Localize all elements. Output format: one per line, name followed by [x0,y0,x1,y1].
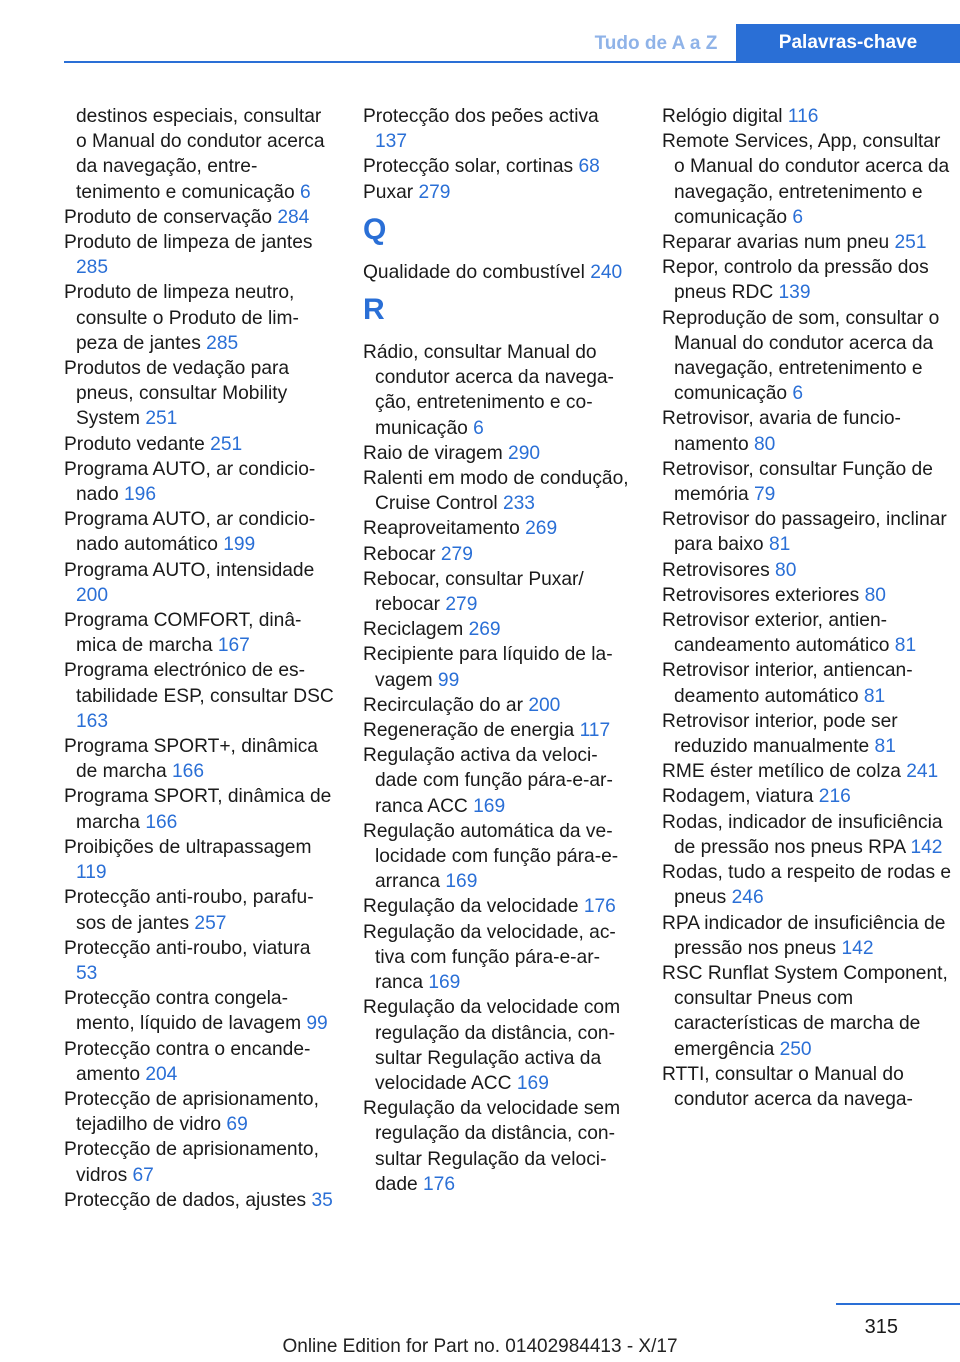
index-letter-heading: Q [363,212,387,246]
index-entry [363,340,633,441]
index-entry-text: Programa AUTO, intensidade [64,559,315,581]
edition-note: Online Edition for Part no. 01402984413 - X/17 [282,1336,678,1357]
page-link[interactable]: 290 [508,442,541,464]
index-entry [662,658,952,708]
page-link[interactable]: 139 [778,282,811,304]
index-entry-text: Retrovisores exteriores [662,584,865,606]
page-link[interactable]: 199 [223,534,256,556]
page-link[interactable]: 251 [210,433,243,455]
index-entry [64,1037,334,1087]
index-entry [64,986,334,1036]
index-entry-text: Protecção dos peões activa [363,106,599,127]
page-link[interactable]: 80 [864,584,886,606]
index-entry-text: Ralenti em modo de condução, Cruise Control [363,468,629,515]
index-entry [64,205,334,230]
index-entry [363,180,633,205]
index-entry [662,860,952,910]
page-link[interactable]: 99 [306,1013,328,1035]
index-entry-text: Reparar avarias num pneu [662,232,895,254]
page-link[interactable]: 68 [578,156,600,178]
page-link[interactable]: 284 [277,206,310,228]
index-entry [662,709,952,759]
page-link[interactable]: 200 [528,694,561,716]
page-link[interactable]: 246 [731,887,764,909]
index-entry-text: Programa AUTO, ar condicionado automático [64,509,316,556]
page-link[interactable]: 163 [76,710,109,732]
index-entry [64,835,334,885]
index-entry [64,558,334,608]
index-entry [662,457,952,507]
index-entry-text: Protecção anti-roubo, viatura [64,937,311,959]
index-entry-text: RTTI, consultar o Manual do condutor acerca da navega- [662,1063,913,1110]
index-entry [363,693,633,718]
page-link[interactable]: 196 [124,484,157,506]
index-entry-text: Recipiente para líquido de lavagem [363,644,613,691]
page-link[interactable]: 35 [311,1189,333,1211]
index-entry-text: Retrovisores [662,559,776,581]
index-entry [662,406,952,456]
page-link[interactable]: 6 [792,383,804,405]
index-entry-text: Produto de conservação [64,206,278,228]
index-entry [64,1137,334,1187]
index-entry-text: Programa COMFORT, dinâmica de marcha [64,610,302,657]
index-entry-text: Rádio, consultar Manual do condutor acerca da navegação, entretenimento e comunicação [363,342,614,439]
index-entry [363,441,633,466]
page-link[interactable]: 81 [768,534,791,556]
index-entry [363,819,633,895]
index-entry [363,542,633,567]
index-entry-text: Programa AUTO, ar condicionado [64,458,316,506]
index-column-1 [64,104,334,1213]
page-link[interactable]: 137 [375,131,408,153]
page-link[interactable]: 176 [583,896,616,918]
page-link[interactable]: 6 [299,181,311,203]
page-link[interactable]: 6 [792,206,804,228]
index-entry-text: Reprodução de som, consultar o Manual do condutor acerca da navegação, entretenimento e comunicação [662,307,940,405]
index-entry [64,356,334,432]
index-entry-text: Protecção de dados, ajustes [64,1189,312,1211]
index-entry-text: Regulação da velocidade, activa com função pára-e-arranca [363,921,616,994]
page-link[interactable]: 116 [787,106,819,127]
index-entry-text: Reaproveitamento [363,518,526,540]
index-entry-text: Retrovisor, consultar Função de memória [662,458,933,506]
index-entry-text: Protecção contra congelamento, líquido de lavagem [64,988,307,1035]
page-link[interactable]: 285 [206,332,239,354]
index-entry-text: Raio de viragem [363,442,509,464]
index-entry [64,658,334,734]
index-entry [662,255,952,305]
index-entry-text: Retrovisor interior, antiencandeamento automático [662,660,913,707]
index-entry-text: Reciclagem [363,619,469,641]
index-entry-text: Qualidade do combustível [363,261,591,283]
index-entry [64,280,334,356]
page-link[interactable]: 169 [516,1072,549,1094]
index-entry [662,1062,952,1112]
index-entry-text: Protecção solar, cortinas [363,156,579,178]
index-entry [363,1096,633,1197]
page-link[interactable]: 279 [418,181,451,203]
page-link[interactable]: 241 [906,761,939,783]
index-entry-text: RME éster metílico de colza [662,761,907,783]
index-entry-text: Rebocar, consultar Puxar/ rebocar [363,568,584,616]
index-entry-text: Puxar [363,181,419,203]
index-entry [64,457,334,507]
index-entry [363,104,633,154]
section-tab[interactable]: Tudo de A a Z [594,33,718,54]
index-entry [64,608,334,658]
index-entry [363,995,633,1096]
page-link[interactable]: 67 [132,1164,154,1186]
index-entry-text: Protecção anti-roubo, parafusos de jantes [64,887,314,934]
index-entry-text: Programa SPORT, dinâmica de marcha [64,786,332,833]
index-entry-text: Rebocar [363,543,441,565]
page-link[interactable]: 142 [910,836,943,858]
index-entry [662,129,952,230]
index-entry-text: Retrovisor, avaria de funcionamento [662,408,901,455]
index-entry [363,617,633,642]
page-link[interactable]: 204 [145,1063,178,1085]
index-entry [363,567,633,617]
index-entry [363,466,633,516]
page-link[interactable]: 279 [440,543,473,565]
index-entry [64,432,334,457]
page-link[interactable]: 169 [428,972,461,994]
page-link[interactable]: 257 [194,912,227,934]
index-entry-text: Produto de limpeza neutro, consulte o Produto de limpeza de jantes [64,282,299,354]
chapter-tab[interactable]: Palavras-chave [736,24,960,62]
index-entry-text: Rodagem, viatura [662,786,819,808]
index-entry-text: Proibições de ultrapassagem [64,836,312,858]
index-entry [662,558,952,583]
index-entry [662,961,952,1062]
index-entry-text: Programa SPORT+, dinâmica de marcha [64,736,318,783]
index-entry-text: Regulação da velocidade [363,896,584,918]
page-link[interactable]: 169 [445,871,478,893]
index-entry-text: Regulação automática da velocidade com função pára-e-arranca [363,820,619,893]
index-entry [64,507,334,557]
page-link[interactable]: 81 [863,685,886,707]
index-entry-text: Recirculação do ar [363,694,529,716]
index-entry-text: Produto vedante [64,433,211,455]
page-link[interactable]: 53 [76,962,98,984]
page-link[interactable]: 6 [473,417,484,439]
index-entry [363,516,633,541]
index-entry [662,784,952,809]
page-link[interactable]: 167 [217,635,250,657]
page-link[interactable]: 81 [894,635,917,657]
page-link[interactable]: 200 [76,584,109,606]
page-link[interactable]: 81 [874,736,896,758]
index-entry [363,894,633,919]
index-entry-text: Regulação da velocidade com regulação da distância, consultar Regulação activa da velocidade ACC [363,997,621,1094]
index-entry [64,1188,334,1213]
index-entry-text: Produto de limpeza de jantes [64,232,313,254]
index-entry [363,154,633,179]
index-entry [662,810,952,860]
index-entry-text: Produtos de vedação para pneus, consultar Mobility System [64,358,290,430]
page-link[interactable]: 166 [145,811,178,833]
index-entry [64,1087,334,1137]
index-entry-text: Protecção contra o encandeamento [64,1038,311,1085]
page-link[interactable]: 80 [775,559,797,581]
index-entry-text: Protecção de aprisionamento, tejadilho de vidro [64,1088,319,1136]
index-entry [363,718,633,743]
index-entry [363,920,633,996]
index-entry [662,608,952,658]
index-entry-text: Programa electrónico de estabilidade ESP, consultar DSC [64,660,334,707]
page-link[interactable]: 166 [171,761,204,783]
index-entry-text: Regeneração de energia [363,720,580,742]
index-entry [662,230,952,255]
index-entry [662,507,952,557]
page-link[interactable]: 216 [818,786,851,808]
index-entry [363,642,633,692]
index-entry-text: Rodas, tudo a respeito de rodas e pneus [662,862,952,909]
page-link[interactable]: 117 [579,720,611,742]
index-entry [64,104,334,205]
page-link[interactable]: 99 [437,669,460,691]
index-entry-text: RPA indicador de insuficiência de pressão nos pneus [662,912,946,959]
page-link[interactable]: 176 [423,1173,456,1195]
index-entry-text: Repor, controlo da pressão dos pneus RDC [662,257,929,304]
page-link[interactable]: 79 [753,484,776,506]
index-entry [662,759,952,784]
index-column-3 [662,104,952,1112]
index-entry-text: Relógio digital [662,106,788,127]
index-entry-text: Retrovisor exterior, antiencandeamento automático [662,610,895,657]
index-entry-text: Regulação da velocidade sem regulação da distância, consultar Regulação da velocidade [363,1098,621,1195]
index-entry [64,784,334,834]
index-entry-text: Protecção de aprisionamento, vidros [64,1139,319,1186]
index-entry [64,936,334,986]
page-link[interactable]: 285 [76,257,109,279]
index-entry [662,911,952,961]
index-entry [662,104,952,129]
index-entry-text: Rodas, indicador de insuficiência de pressão nos pneus RPA [662,811,943,858]
index-entry-text: destinos especiais, consultar o Manual do condutor acerca da navegação, entretenimento e comunicação [76,106,325,203]
index-entry [64,885,334,935]
page-link[interactable]: 250 [779,1038,812,1060]
index-column-2 [363,104,633,1197]
index-letter-heading: R [363,293,385,327]
page-number: 315 [864,1316,898,1338]
index-entry [662,583,952,608]
page-link[interactable]: 142 [841,937,874,959]
page-link[interactable]: 279 [445,594,478,616]
page-link[interactable]: 269 [525,518,558,540]
index-entry-text: Regulação activa da velocidade com função pára-e-arranca ACC [363,745,613,817]
page-link[interactable]: 251 [145,408,178,430]
page-link[interactable]: 233 [502,493,535,515]
page-link[interactable]: 269 [468,619,501,641]
index-entry-text: Retrovisor interior, pode ser reduzido manualmente [662,710,898,758]
index-entry-text: RSC Runflat System Component, consultar Pneus com características de marcha de emergência [662,962,948,1060]
index-entry [662,306,952,407]
page-link[interactable]: 240 [590,261,623,283]
index-entry-text: Remote Services, App, consultar o Manual do condutor acerca da navegação, entretenimento e comunicação [662,131,950,228]
index-entry-text: Retrovisor do passageiro, inclinar para baixo [662,509,947,556]
index-entry [363,260,633,285]
index-entry [64,734,334,784]
index-entry [64,230,334,280]
page-link[interactable]: 169 [473,795,506,817]
page-link[interactable]: 251 [894,232,927,254]
index-entry [363,743,633,819]
footer-rule [836,1303,960,1305]
page-link[interactable]: 119 [76,862,107,884]
page-link[interactable]: 69 [226,1114,248,1136]
page-link[interactable]: 80 [754,433,776,455]
